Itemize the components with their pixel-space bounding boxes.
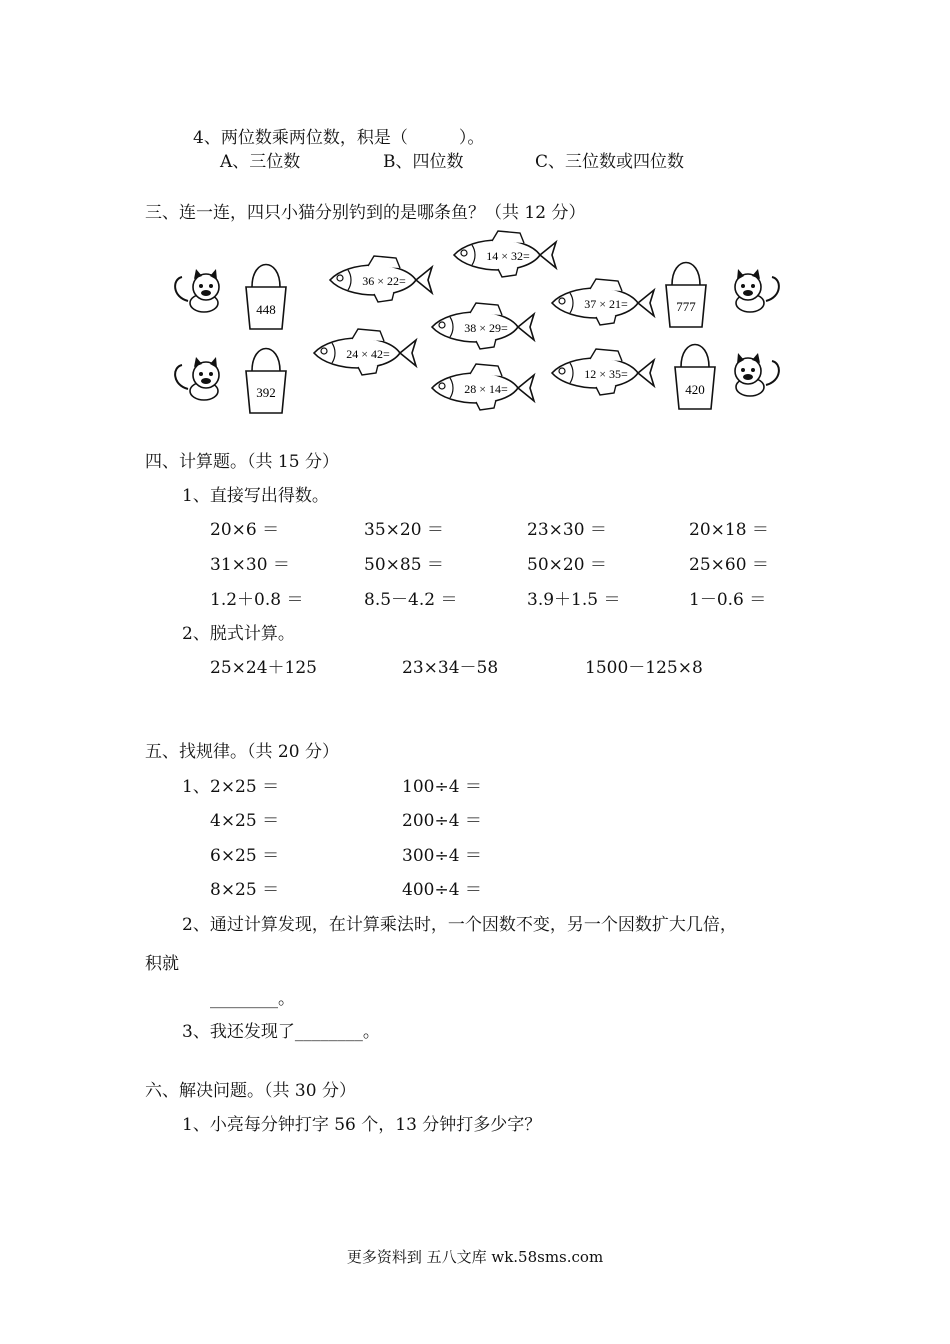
q4-option-c: C、三位数或四位数 [535, 152, 685, 172]
expression: 1500－125×8 [585, 658, 703, 678]
pattern-left: 8×25 ＝ [210, 880, 280, 900]
cat-icon [175, 357, 219, 400]
bucket-label: 777 [676, 299, 696, 314]
fish-label: 37 × 21= [584, 297, 628, 311]
calc-item: 1.2＋0.8 ＝ [210, 590, 304, 610]
pattern-left: 4×25 ＝ [210, 811, 280, 831]
pattern-right: 400÷4 ＝ [402, 880, 482, 900]
calc-item: 20×6 ＝ [210, 520, 280, 540]
section4-title: 四、计算题。（共 15 分） [145, 452, 339, 472]
calc-item: 20×18 ＝ [689, 520, 769, 540]
calc-item: 35×20 ＝ [364, 520, 444, 540]
fish-label: 24 × 42= [346, 347, 390, 361]
pattern-right: 200÷4 ＝ [402, 811, 482, 831]
q4-question: 4、两位数乘两位数，积是（ ）。 [193, 128, 485, 148]
bucket-icon [246, 265, 286, 330]
calc-item: 25×60 ＝ [689, 555, 769, 575]
q4-option-a: A、三位数 [220, 152, 301, 172]
cat-fish-matching-figure [160, 225, 800, 425]
bucket-icon [675, 345, 715, 410]
section5-title: 五、找规律。（共 20 分） [145, 742, 339, 762]
calc-item: 1－0.6 ＝ [689, 590, 767, 610]
fish-label: 36 × 22= [362, 274, 406, 288]
section5-q2: 2、通过计算发现，在计算乘法时，一个因数不变，另一个因数扩大几倍， [182, 915, 737, 935]
pattern-right: 100÷4 ＝ [402, 777, 482, 797]
bucket-icon [246, 349, 286, 414]
section5-prefix: 1、 [182, 777, 210, 797]
expression: 25×24＋125 [210, 658, 317, 678]
footer-link[interactable]: 更多资料到 五八文库 wk.58sms.com [346, 1248, 604, 1266]
calc-item: 23×30 ＝ [527, 520, 607, 540]
fish-label: 38 × 29= [464, 321, 508, 335]
section4-part2: 2、脱式计算。 [182, 624, 295, 644]
q4-option-b: B、四位数 [383, 152, 464, 172]
fish-label: 12 × 35= [584, 367, 628, 381]
section6-title: 六、解决问题。（共 30 分） [145, 1081, 356, 1101]
expression: 23×34－58 [402, 658, 499, 678]
section6-q1: 1、小亮每分钟打字 56 个，13 分钟打多少字？ [182, 1115, 542, 1135]
calc-item: 3.9＋1.5 ＝ [527, 590, 621, 610]
pattern-right: 300÷4 ＝ [402, 846, 482, 866]
fish-label: 14 × 32= [486, 249, 530, 263]
bucket-label: 392 [256, 385, 276, 400]
section4-part1: 1、直接写出得数。 [182, 486, 329, 506]
section5-q2-blank: ________。 [210, 989, 295, 1009]
section5-q2-cont: 积就 [145, 954, 179, 974]
section5-q3: 3、我还发现了________。 [182, 1022, 380, 1042]
section3-title: 三、连一连，四只小猫分别钓到的是哪条鱼？（共 12 分） [145, 203, 586, 223]
pattern-left: 6×25 ＝ [210, 846, 280, 866]
cat-icon [175, 269, 219, 312]
calc-item: 50×85 ＝ [364, 555, 444, 575]
bucket-label: 448 [256, 302, 276, 317]
cat-icon [735, 353, 779, 396]
calc-item: 50×20 ＝ [527, 555, 607, 575]
bucket-label: 420 [685, 382, 705, 397]
pattern-left: 2×25 ＝ [210, 777, 280, 797]
cat-icon [735, 269, 779, 312]
bucket-icon [666, 263, 706, 328]
calc-item: 8.5－4.2 ＝ [364, 590, 458, 610]
calc-item: 31×30 ＝ [210, 555, 290, 575]
fish-label: 28 × 14= [464, 382, 508, 396]
